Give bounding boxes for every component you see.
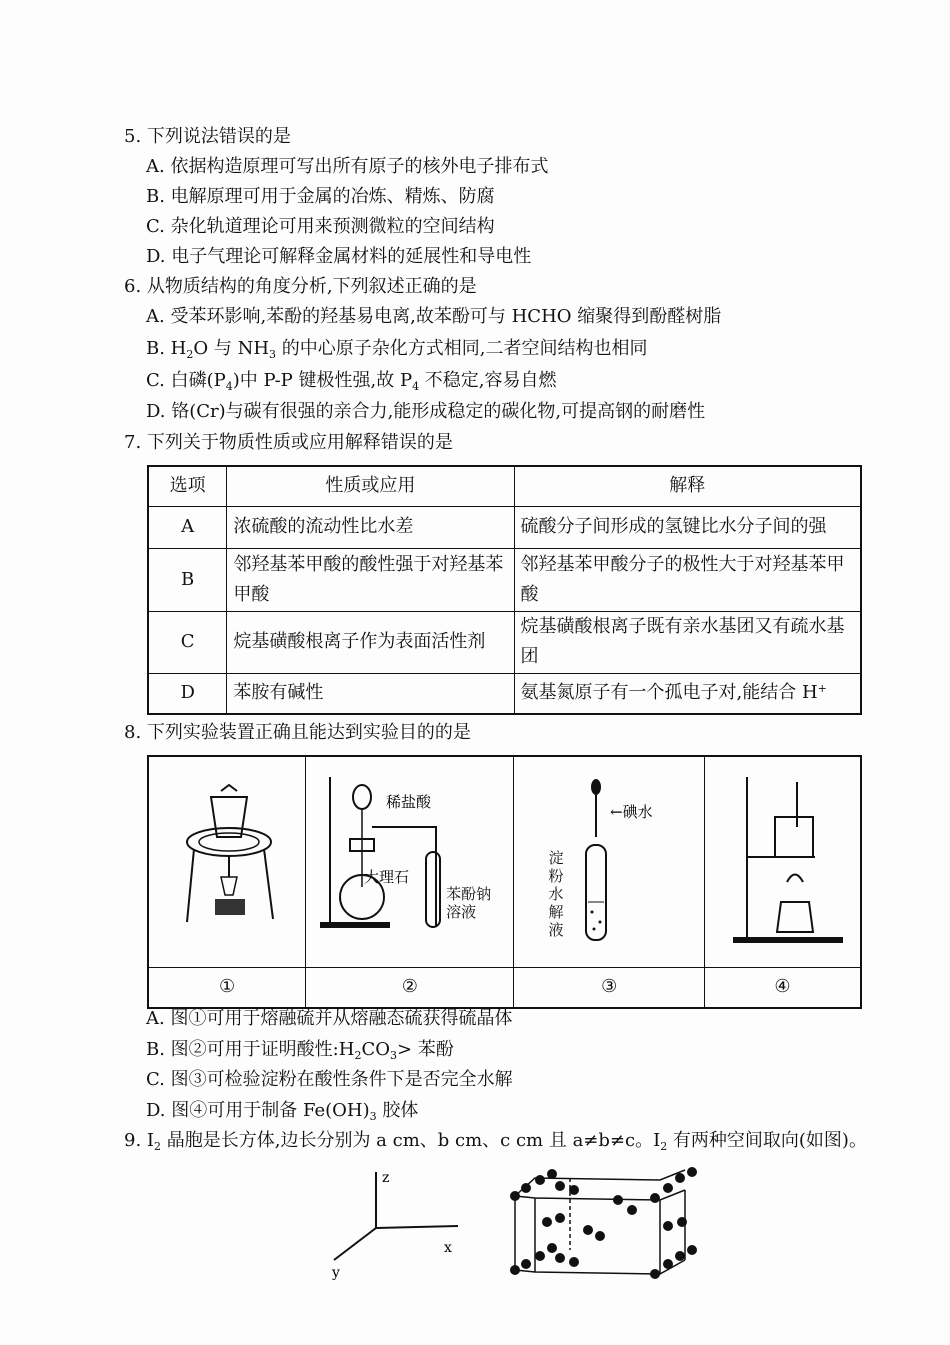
axis-y-label: y [332,1265,340,1281]
q8-option-a: A. 图①可用于熔融硫并从熔融态硫获得硫晶体 [146,1008,513,1029]
q6-option-b: B. $H_2O$ 与 $NH_3$ 的中心原子杂化方式相同,二者空间结构也相同 [146,338,648,361]
axis-z-label: z [382,1170,390,1186]
figure-label-4: ④ [704,968,861,1008]
q9-figure [320,1160,720,1290]
figure-3-apparatus [514,756,704,968]
q5-option-c: C. 杂化轨道理论可用来预测微粒的空间结构 [146,216,495,237]
q8-option-d: D. 图④可用于制备 $Fe(OH)_3$ 胶体 [146,1100,419,1123]
header-explanation: 解释 [514,466,861,506]
table-row: B 邻羟基苯甲酸的酸性强于对羟基苯甲酸 邻羟基苯甲酸分子的极性大于对羟基苯甲酸 [148,548,861,611]
figure-label-3: ③ [514,968,704,1008]
figure-1-apparatus [148,756,306,968]
q7-stem: 7. 下列关于物质性质或应用解释错误的是 [124,432,453,453]
q5-option-a: A. 依据构造原理可写出所有原子的核外电子排布式 [146,156,549,177]
q8-option-b: B. 图②可用于证明酸性$:H_2CO_3>$ 苯酚 [146,1039,454,1062]
co2-generator-figure [306,757,513,957]
q6-stem: 6. 从物质结构的角度分析,下列叙述正确的是 [124,276,477,297]
table-row: C 烷基磺酸根离子作为表面活性剂 烷基磺酸根离子既有亲水基团又有疏水基团 [148,611,861,673]
q9-stem: 9. $I_2$ 晶胞是长方体,边长分别为 a cm、b cm、c cm 且 a≠b≠c。$I_2$ 有两种空间取向(如图)。 [124,1130,867,1153]
label-iodine-water: ←碘水 [610,803,654,821]
label-dilute-hcl: 稀盐酸 [386,793,432,811]
label-marble: 大理石 [364,868,410,886]
iodine-atoms [510,1167,697,1279]
table-row: A 浓硫酸的流动性比水差 硫酸分子间形成的氢键比水分子间的强 [148,506,861,548]
q5-option-b: B. 电解原理可用于金属的冶炼、精炼、防腐 [146,186,495,207]
header-property: 性质或应用 [227,466,514,506]
q5-stem: 5. 下列说法错误的是 [124,126,291,147]
crucible-tripod-figure [149,757,305,957]
figure-2-apparatus [306,756,514,968]
q6-option-d: D. 铬(Cr)与碳有很强的亲合力,能形成稳定的碳化物,可提高钢的耐磨性 [146,401,706,422]
q8-stem: 8. 下列实验装置正确且能达到实验目的的是 [124,722,471,743]
q6-option-a: A. 受苯环影响,苯酚的羟基易电离,故苯酚可与 HCHO 缩聚得到酚醛树脂 [146,306,722,327]
q8-option-c: C. 图③可检验淀粉在酸性条件下是否完全水解 [146,1069,513,1090]
q6-option-c: C. 白磷$(P_4)$中 P-P 键极性强,故 $P_4$ 不稳定,容易自燃 [146,370,557,393]
label-sodium-phenolate: 苯酚钠溶液 [446,885,492,921]
q5-option-d: D. 电子气理论可解释金属材料的延展性和导电性 [146,246,532,267]
figure-label-1: ① [148,968,306,1008]
table-row: D 苯胺有碱性 氨基氮原子有一个孤电子对,能结合 H+ [148,673,861,714]
figure-4-apparatus [704,756,861,968]
label-starch-hydrolysate: 淀粉水解液 [548,849,564,939]
axis-x-label: x [444,1240,452,1256]
header-option: 选项 [148,466,227,506]
starch-test-figure [514,757,703,957]
q7-table [147,465,862,715]
q8-figure-table [147,755,862,1009]
colloid-prep-figure [705,757,860,957]
axes-diagram [334,1172,458,1260]
figure-label-2: ② [306,968,514,1008]
